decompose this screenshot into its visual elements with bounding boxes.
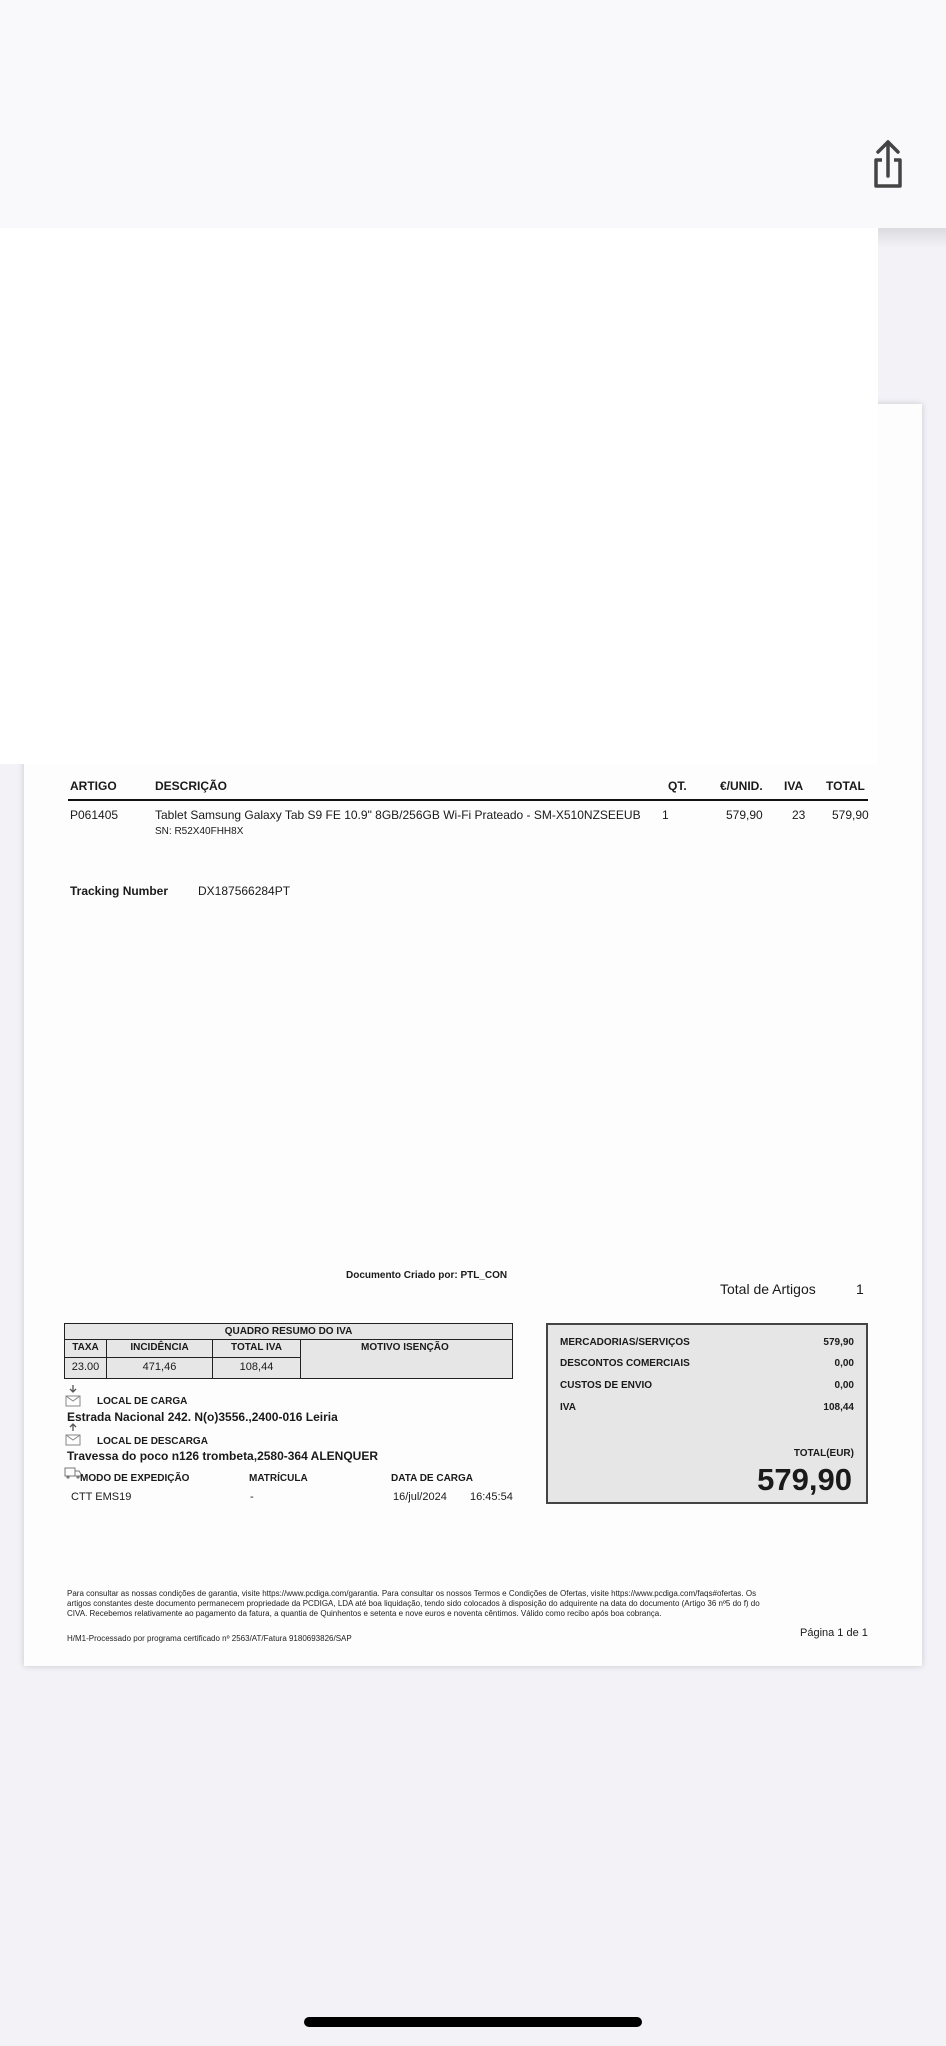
tracking-label: Tracking Number [70, 884, 169, 898]
modo-label: MODO DE EXPEDIÇÃO [80, 1473, 190, 1484]
iva-hdr-motivo: MOTIVO ISENÇÃO [361, 1342, 449, 1353]
footer-line-1: Para consultar as nossas condições de garantia, visite https://www.pcdiga.com/garantia. Para consultar os nossos Termos e Condições de Ofertas, visite https://www.pcdiga.com/faqs#ofertas. Os [67, 1589, 757, 1598]
iva-val-incidencia: 471,46 [142, 1361, 177, 1373]
share-icon[interactable] [872, 138, 904, 192]
iva-hdr-taxa: TAXA [72, 1342, 99, 1353]
carga-address: Estrada Nacional 242. N(o)3556.,2400-016 Leiria [67, 1410, 338, 1424]
home-indicator[interactable] [304, 2017, 642, 2027]
modo-value: CTT EMS19 [71, 1491, 132, 1503]
iva-col-incidencia [107, 1340, 213, 1378]
footer-processed: H/M1-Processado por programa certificado nº 2563/AT/Fatura 9180693826/SAP [67, 1634, 352, 1643]
document-blank-area [0, 228, 878, 764]
col-unid: €/UNID. [720, 779, 763, 793]
truck-load-icon [64, 1384, 82, 1408]
total-eur-label: TOTAL(EUR) [793, 1448, 854, 1459]
data-label: DATA DE CARGA [391, 1473, 474, 1484]
totals-box [546, 1323, 868, 1504]
iva-hdr-incidencia: INCIDÊNCIA [130, 1342, 189, 1353]
iva-hdr-total: TOTAL IVA [231, 1342, 282, 1353]
page-number: Página 1 de 1 [800, 1627, 868, 1639]
col-iva: IVA [784, 779, 804, 793]
iva-label: IVA [560, 1402, 576, 1413]
mercadorias-label: MERCADORIAS/SERVIÇOS [560, 1337, 690, 1348]
item-iva: 23 [792, 808, 806, 822]
envio-value: 0,00 [834, 1380, 854, 1391]
item-unid: 579,90 [726, 808, 763, 822]
col-total: TOTAL [826, 779, 865, 793]
iva-value: 108,44 [823, 1402, 854, 1413]
col-descricao: DESCRIÇÃO [155, 779, 228, 793]
hora-value: 16:45:54 [470, 1491, 513, 1503]
descarga-address: Travessa do poco n126 trombeta,2580-364 ALENQUER [67, 1449, 379, 1463]
matricula-value: - [250, 1491, 254, 1503]
envio-label: CUSTOS DE ENVIO [560, 1380, 653, 1391]
total-artigos-label: Total de Artigos [720, 1281, 816, 1297]
descarga-label: LOCAL DE DESCARGA [97, 1436, 208, 1447]
carga-label: LOCAL DE CARGA [97, 1396, 188, 1407]
item-artigo: P061405 [70, 808, 119, 822]
totals-descontos-row [560, 1358, 854, 1369]
item-serial: SN: R52X40FHH8X [155, 826, 244, 837]
item-total: 579,90 [832, 808, 869, 822]
item-qt: 1 [662, 808, 669, 822]
totals-envio-row [560, 1380, 854, 1391]
total-artigos-value: 1 [856, 1281, 864, 1297]
table-rule [68, 799, 868, 801]
footer-line-2: artigos constantes deste documento permanecem propriedade da PCDIGA, LDA até boa liquidação, tendo sido colocados à disposição do adquirente na data do documento (Artigo 36 nº5 do f) do [67, 1599, 760, 1608]
top-toolbar [0, 0, 946, 228]
totals-mercadorias-row [560, 1337, 854, 1348]
iva-val-total: 108,44 [239, 1361, 274, 1373]
mercadorias-value: 579,90 [823, 1337, 854, 1348]
total-eur-value: 579,90 [757, 1462, 852, 1497]
iva-summary-table [64, 1323, 513, 1379]
iva-col-total [213, 1340, 301, 1378]
iva-val-taxa: 23.00 [71, 1361, 100, 1373]
toolbar-shadow [878, 228, 946, 248]
descontos-value: 0,00 [834, 1358, 854, 1369]
iva-col-taxa [65, 1340, 107, 1378]
totals-iva-row [560, 1402, 854, 1413]
created-by: Documento Criado por: PTL_CON [346, 1270, 508, 1281]
data-value: 16/jul/2024 [393, 1491, 447, 1503]
matricula-label: MATRÍCULA [249, 1473, 308, 1484]
descontos-label: DESCONTOS COMERCIAIS [560, 1358, 690, 1369]
tracking-number: DX187566284PT [198, 884, 291, 898]
truck-unload-icon [64, 1423, 82, 1447]
iva-col-motivo [301, 1340, 512, 1378]
item-descricao: Tablet Samsung Galaxy Tab S9 FE 10.9" 8GB/256GB Wi-Fi Prateado - SM-X510NZSEEUB [155, 808, 641, 822]
col-qt: QT. [668, 779, 687, 793]
col-artigo: ARTIGO [70, 779, 117, 793]
iva-summary-title: QUADRO RESUMO DO IVA [65, 1324, 512, 1340]
footer-line-3: CIVA. Recebemos relativamente ao pagamento da fatura, a quantia de Quinhentos e setenta e nove euros e noventa cêntimos. Válido como recibo após boa cobrança. [67, 1609, 662, 1618]
